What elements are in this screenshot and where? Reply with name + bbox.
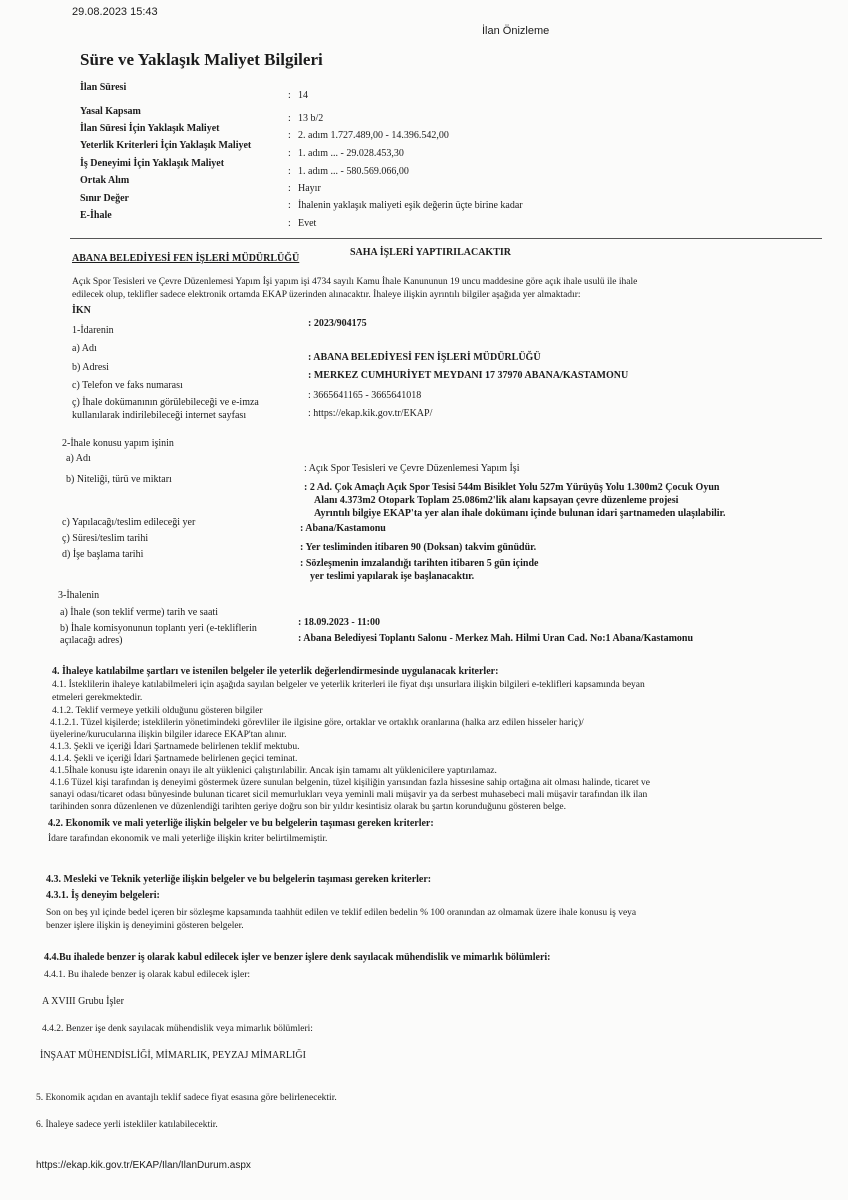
section-divider bbox=[70, 238, 822, 239]
field-value: : MERKEZ CUMHURİYET MEYDANI 17 37970 ABANA/KASTAMONU bbox=[308, 370, 629, 381]
criteria-text: 4.1.3. Şekli ve içeriği İdari Şartnamede belirlenen teklif mektubu. bbox=[50, 742, 300, 752]
summary-colon: : bbox=[288, 183, 291, 194]
intro-line: Açık Spor Tesisleri ve Çevre Düzenlemesi Yapım İşi yapım işi 4734 sayılı Kamu İhale Kanununun 19 uncu maddesine göre açık ihale usulü ile ihale bbox=[72, 277, 638, 287]
field-label: b) Niteliği, türü ve miktarı bbox=[66, 474, 172, 485]
summary-value: Hayır bbox=[298, 183, 321, 194]
field-value: : ABANA BELEDİYESİ FEN İŞLERİ MÜDÜRLÜĞÜ bbox=[308, 352, 541, 363]
print-datetime: 29.08.2023 15:43 bbox=[72, 6, 158, 18]
page-header-title: İlan Önizleme bbox=[482, 25, 550, 37]
summary-value: 1. adım ... - 580.569.066,00 bbox=[298, 166, 409, 177]
field-label: açılacağı adres) bbox=[60, 635, 123, 646]
notice-title: SAHA İŞLERİ YAPTIRILACAKTIR bbox=[350, 247, 511, 258]
field-label: a) Adı bbox=[72, 343, 97, 354]
ikn-label: İKN bbox=[72, 305, 91, 316]
criteria-heading: 4. İhaleye katılabilme şartları ve istenilen belgeler ile yeterlik değerlendirmesinde uygulanacak kriterler: bbox=[52, 666, 499, 677]
summary-value: 14 bbox=[298, 90, 308, 101]
criteria-heading: 4.3. Mesleki ve Teknik yeterliğe ilişkin belgeler ve bu belgelerin taşıması gereken kriterler: bbox=[46, 874, 432, 885]
criteria-text: Son on beş yıl içinde bedel içeren bir sözleşme kapsamında taahhüt edilen ve teklif edilen bedelin % 100 oranından az olmamak üzere ihale konusu iş veya bbox=[46, 908, 637, 918]
authority-heading: ABANA BELEDİYESİ FEN İŞLERİ MÜDÜRLÜĞÜ bbox=[72, 253, 300, 264]
criteria-text: 4.1.6 Tüzel kişi tarafından iş deneyimi göstermek üzere sunulan belgenin, tüzel kişiliğin yarısından fazla hissesine sahip ortağına ait olması halinde, ticaret ve bbox=[50, 778, 650, 788]
summary-colon: : bbox=[288, 218, 291, 229]
field-value: : Sözleşmenin imzalandığı tarihten itibaren 5 gün içinde bbox=[300, 558, 539, 569]
summary-value: 2. adım 1.727.489,00 - 14.396.542,00 bbox=[298, 130, 449, 141]
field-label: b) İhale komisyonunun toplantı yeri (e-tekliflerin bbox=[60, 623, 257, 634]
section-1-title: 1-İdarenin bbox=[72, 325, 114, 336]
footer-url[interactable]: https://ekap.kik.gov.tr/EKAP/Ilan/IlanDurum.aspx bbox=[36, 1160, 251, 1171]
ekap-link[interactable]: : https://ekap.kik.gov.tr/EKAP/ bbox=[308, 408, 433, 419]
summary-value: 1. adım ... - 29.028.453,30 bbox=[298, 148, 404, 159]
criteria-text: 4.4.1. Bu ihalede benzer iş olarak kabul edilecek işler: bbox=[44, 970, 251, 980]
summary-label: İş Deneyimi İçin Yaklaşık Maliyet bbox=[80, 158, 225, 169]
field-value: Ayrıntılı bilgiye EKAP'ta yer alan ihale dokümanı içinde bulunan idari şartnameden ulaşılabilir. bbox=[314, 508, 726, 519]
criteria-text: üyelerine/kurucularına ilişkin bilgiler idarece EKAP'tan alınır. bbox=[50, 730, 287, 740]
field-label: a) Adı bbox=[66, 453, 91, 464]
criteria-text: 4.1.5İhale konusu işte idarenin onayı ile alt yüklenici çalıştırılabilir. Ancak işin tamamı alt yüklenicilere yaptırılamaz. bbox=[50, 766, 497, 776]
summary-colon: : bbox=[288, 90, 291, 101]
ikn-value: : 2023/904175 bbox=[308, 318, 367, 329]
summary-label: E-İhale bbox=[80, 210, 112, 221]
summary-label: Ortak Alım bbox=[80, 175, 130, 186]
criteria-text: benzer işlere ilişkin iş deneyimini gösteren belgeler. bbox=[46, 921, 244, 931]
field-value: : Abana/Kastamonu bbox=[300, 523, 386, 534]
summary-heading: Süre ve Yaklaşık Maliyet Bilgileri bbox=[80, 50, 323, 69]
criteria-heading: 4.3.1. İş deneyim belgeleri: bbox=[46, 890, 160, 901]
field-value: yer teslimi yapılarak işe başlanacaktır. bbox=[310, 571, 475, 582]
summary-label: Yasal Kapsam bbox=[80, 106, 141, 117]
summary-label: Yeterlik Kriterleri İçin Yaklaşık Maliyet bbox=[80, 140, 252, 151]
criteria-value: A XVIII Grubu İşler bbox=[42, 996, 124, 1007]
criteria-text: 4.1.2.1. Tüzel kişilerde; isteklilerin yönetimindeki görevliler ile ilgisine göre, ortaklar ve ortaklık oranlarına (halka arz edilen hisseler hariç)/ bbox=[50, 718, 584, 728]
summary-colon: : bbox=[288, 200, 291, 211]
summary-colon: : bbox=[288, 113, 291, 124]
criteria-text: 5. Ekonomik açıdan en avantajlı teklif sadece fiyat esasına göre belirlenecektir. bbox=[36, 1093, 337, 1103]
field-value: : 2 Ad. Çok Amaçlı Açık Spor Tesisi 544m Bisiklet Yolu 527m Yürüyüş Yolu 1.300m2 Çocuk Oyun bbox=[304, 482, 720, 493]
field-value: : 18.09.2023 - 11:00 bbox=[298, 617, 380, 628]
field-label: c) Telefon ve faks numarası bbox=[72, 380, 183, 391]
section-2-title: 2-İhale konusu yapım işinin bbox=[62, 438, 174, 449]
field-label: ç) Süresi/teslim tarihi bbox=[62, 533, 149, 544]
summary-label: Sınır Değer bbox=[80, 193, 129, 204]
field-value: : Abana Belediyesi Toplantı Salonu - Merkez Mah. Hilmi Uran Cad. No:1 Abana/Kastamonu bbox=[298, 633, 694, 644]
field-value: : 3665641165 - 3665641018 bbox=[308, 390, 422, 401]
criteria-text: etmeleri gerekmektedir. bbox=[52, 693, 143, 703]
summary-value: İhalenin yaklaşık maliyeti eşik değerin üçte birine kadar bbox=[298, 200, 523, 211]
summary-value: 13 b/2 bbox=[298, 113, 324, 124]
criteria-heading: 4.2. Ekonomik ve mali yeterliğe ilişkin belgeler ve bu belgelerin taşıması gereken kriterler: bbox=[48, 818, 434, 829]
field-value: Alanı 4.373m2 Otopark Toplam 25.086m2'lik alanı kapsayan çevre düzenleme projesi bbox=[314, 495, 679, 506]
criteria-text: 4.4.2. Benzer işe denk sayılacak mühendislik veya mimarlık bölümleri: bbox=[42, 1024, 313, 1034]
criteria-text: 4.1. İsteklilerin ihaleye katılabilmeleri için aşağıda sayılan belgeler ve yeterlik kriterleri ile fiyat dışı unsurlara ilişkin bilgileri e-teklifleri kapsamında beyan bbox=[52, 680, 645, 690]
summary-label: İlan Süresi bbox=[80, 82, 127, 93]
field-label: kullanılarak indirilebileceği internet sayfası bbox=[72, 410, 247, 421]
criteria-text: İdare tarafından ekonomik ve mali yeterliğe ilişkin kriter belirtilmemiştir. bbox=[48, 834, 328, 844]
summary-label: İlan Süresi İçin Yaklaşık Maliyet bbox=[80, 123, 220, 134]
criteria-heading: 4.4.Bu ihalede benzer iş olarak kabul edilecek işler ve benzer işlere denk sayılacak mühendislik ve mimarlık bölümleri: bbox=[44, 952, 551, 963]
summary-colon: : bbox=[288, 148, 291, 159]
section-3-title: 3-İhalenin bbox=[58, 590, 100, 601]
criteria-text: 4.1.4. Şekli ve içeriği İdari Şartnamede belirlenen geçici teminat. bbox=[50, 754, 298, 764]
field-label: b) Adresi bbox=[72, 362, 109, 373]
summary-colon: : bbox=[288, 166, 291, 177]
criteria-text: sanayi odası/ticaret odası bünyesinde bulunan ticaret sicil memurlukları veya yeminli mali müşavir ya da serbest muhasebeci mali müşavir tarafından ilk ilan bbox=[50, 790, 648, 800]
criteria-text: tarihinden sonra düzenlenen ve düzenlendiği tarihten geriye doğru son bir yıldır kesintisiz olarak bu şartın korunduğunu gösteren belge. bbox=[50, 802, 567, 812]
field-value: : Yer tesliminden itibaren 90 (Doksan) takvim günüdür. bbox=[300, 542, 537, 553]
criteria-text: 6. İhaleye sadece yerli istekliler katılabilecektir. bbox=[36, 1120, 218, 1130]
summary-colon: : bbox=[288, 130, 291, 141]
criteria-value: İNŞAAT MÜHENDİSLİĞİ, MİMARLIK, PEYZAJ MİMARLIĞI bbox=[40, 1050, 306, 1061]
criteria-text: 4.1.2. Teklif vermeye yetkili olduğunu gösteren bilgiler bbox=[52, 706, 263, 716]
field-label: c) Yapılacağı/teslim edileceği yer bbox=[62, 517, 196, 528]
field-label: ç) İhale dokümanının görülebileceği ve e-imza bbox=[72, 397, 259, 408]
intro-line: edilecek olup, teklifler sadece elektronik ortamda EKAP üzerinden alınacaktır. İhaleye ilişkin ayrıntılı bilgiler aşağıda yer almaktadır: bbox=[72, 290, 581, 300]
field-value: : Açık Spor Tesisleri ve Çevre Düzenlemesi Yapım İşi bbox=[304, 463, 520, 474]
summary-value: Evet bbox=[298, 218, 317, 229]
field-label: a) İhale (son teklif verme) tarih ve saati bbox=[60, 607, 218, 618]
field-label: d) İşe başlama tarihi bbox=[62, 549, 144, 560]
